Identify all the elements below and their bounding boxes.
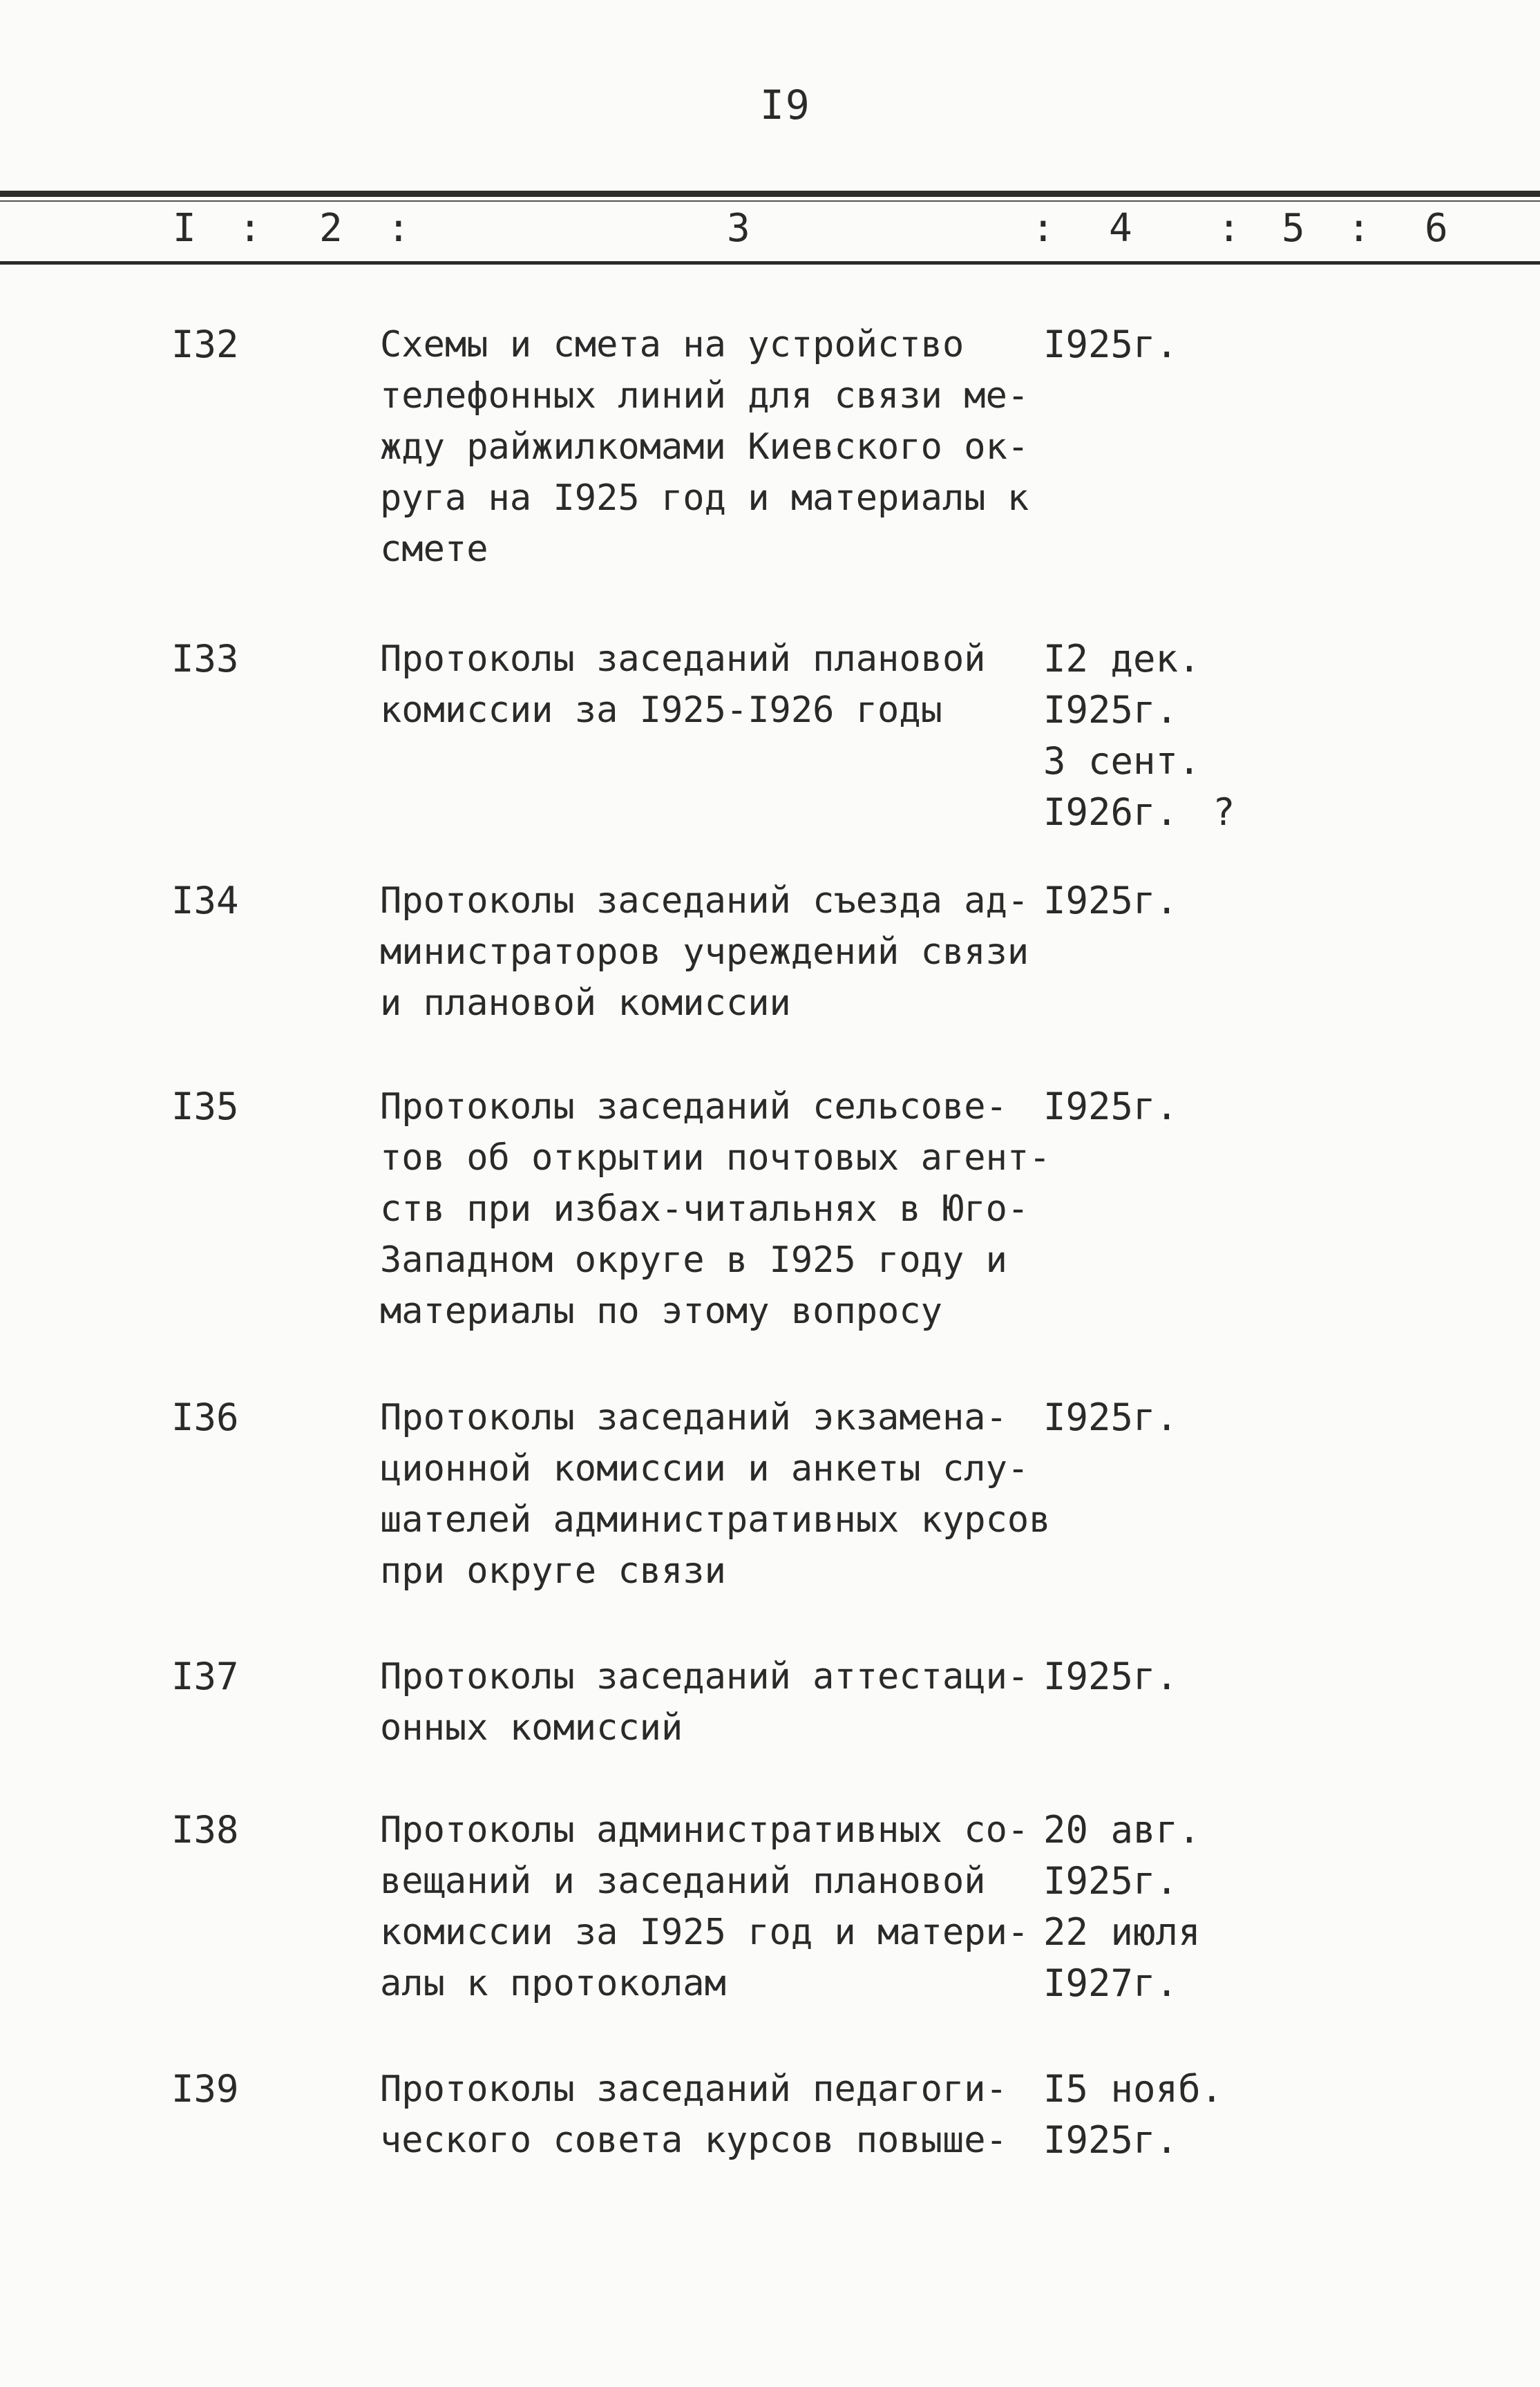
entry-date-line: I925г. xyxy=(1043,1396,1179,1439)
entry-title-line: ционной комиссии и анкеты слу- xyxy=(380,1448,1029,1490)
entry-title xyxy=(380,634,1043,736)
entry-number: I34 xyxy=(171,879,239,922)
header-bottom-rule xyxy=(0,261,1540,265)
column-header-5: 5 xyxy=(1282,206,1305,251)
entry-number: I35 xyxy=(171,1085,239,1128)
entry-title-line: вещаний и заседаний плановой xyxy=(380,1861,986,1902)
entry-title-line: ческого совета курсов повыше- xyxy=(380,2120,1007,2161)
column-header-2: 2 xyxy=(319,206,343,251)
column-header-3: 3 xyxy=(727,206,750,251)
entry-number: I38 xyxy=(171,1808,239,1852)
entry-date-line: I5 нояб. xyxy=(1043,2067,1224,2111)
entry-title-line: министраторов учреждений связи xyxy=(380,931,1029,973)
entry-title-line: Западном округе в I925 году и xyxy=(380,1239,1007,1281)
entry-title-line: Протоколы административных со- xyxy=(380,1809,1029,1851)
entry-title-line: комиссии за I925 год и матери- xyxy=(380,1912,1029,1953)
column-header-4: 4 xyxy=(1109,206,1132,251)
entry-title-line: Протоколы заседаний экзамена- xyxy=(380,1397,1007,1438)
column-separator: : xyxy=(238,206,262,251)
entry-date-line: I925г. xyxy=(1043,323,1179,366)
entry-number: I39 xyxy=(171,2067,239,2111)
column-separator: : xyxy=(1347,206,1371,251)
entry-title xyxy=(380,1805,1043,2009)
entry-title-line: телефонных линий для связи ме- xyxy=(380,375,1029,417)
entry-date-line: I925г. xyxy=(1043,1859,1179,1903)
entry-title-line: руга на I925 год и материалы к xyxy=(380,477,1029,519)
entry-number: I37 xyxy=(171,1655,239,1698)
question-mark-note: ? xyxy=(1213,790,1235,834)
column-separator: : xyxy=(387,206,410,251)
entry-title-line: онных комиссий xyxy=(380,1707,683,1749)
header-top-rule xyxy=(0,191,1540,197)
entry-date xyxy=(1043,319,1178,370)
entry-date-line: I926г. xyxy=(1043,790,1179,834)
column-separator: : xyxy=(1217,206,1241,251)
entry-title-line: Протоколы заседаний съезда ад- xyxy=(380,880,1029,922)
entry-date-line: 3 сент. xyxy=(1043,739,1201,783)
entry-title xyxy=(380,2064,1043,2166)
entry-title xyxy=(380,1392,1051,1597)
page-number: I9 xyxy=(760,82,811,129)
entry-date-line: I925г. xyxy=(1043,1085,1179,1128)
entry-title xyxy=(380,319,1043,575)
entry-title-line: жду райжилкомами Киевского ок- xyxy=(380,426,1029,468)
column-separator: : xyxy=(1032,206,1055,251)
entry-title-line: Протоколы заседаний плановой xyxy=(380,638,986,680)
entry-title-line: ств при избах-читальнях в Юго- xyxy=(380,1188,1029,1230)
entry-date xyxy=(1043,1805,1201,2009)
entry-date xyxy=(1043,875,1178,926)
entry-date xyxy=(1043,2064,1223,2166)
column-header-1: I xyxy=(173,206,196,251)
entry-title-line: Протоколы заседаний аттестаци- xyxy=(380,1656,1029,1697)
entry-date-line: I925г. xyxy=(1043,879,1179,922)
entry-title xyxy=(380,1651,1043,1753)
entry-date-line: I925г. xyxy=(1043,1655,1179,1698)
entry-title-line: материалы по этому вопросу xyxy=(380,1291,942,1332)
entry-title-line: тов об открытии почтовых агент- xyxy=(380,1137,1051,1179)
entry-number: I33 xyxy=(171,637,239,681)
entry-title xyxy=(380,875,1043,1029)
entry-date-line: 22 июля xyxy=(1043,1910,1201,1954)
entry-date-line: 20 авг. xyxy=(1043,1808,1201,1852)
entry-date-line: I927г. xyxy=(1043,1961,1179,2005)
entry-date xyxy=(1043,1392,1178,1443)
entry-date xyxy=(1043,1081,1178,1132)
entry-title-line: Схемы и смета на устройство xyxy=(380,324,964,365)
entry-title-line: Протоколы заседаний педагоги- xyxy=(380,2069,1007,2110)
entry-title xyxy=(380,1081,1051,1337)
entry-date-line: I925г. xyxy=(1043,688,1179,732)
header-top-thin-rule xyxy=(0,200,1540,202)
entry-title-line: Протоколы заседаний сельсове- xyxy=(380,1086,1007,1128)
entry-title-line: и плановой комиссии xyxy=(380,982,791,1024)
entry-date xyxy=(1043,634,1201,838)
entry-title-line: при округе связи xyxy=(380,1550,726,1592)
entry-date-line: I2 дек. xyxy=(1043,637,1201,681)
entry-title-line: смете xyxy=(380,529,488,570)
entry-title-line: комиссии за I925-I926 годы xyxy=(380,690,942,731)
column-header-6: 6 xyxy=(1425,206,1448,251)
entry-title-line: алы к протоколам xyxy=(380,1963,726,2004)
entry-number: I32 xyxy=(171,323,239,366)
entry-date-line: I925г. xyxy=(1043,2118,1179,2162)
entry-number: I36 xyxy=(171,1396,239,1439)
entry-date xyxy=(1043,1651,1178,1702)
entry-title-line: шателей административных курсов xyxy=(380,1499,1051,1541)
